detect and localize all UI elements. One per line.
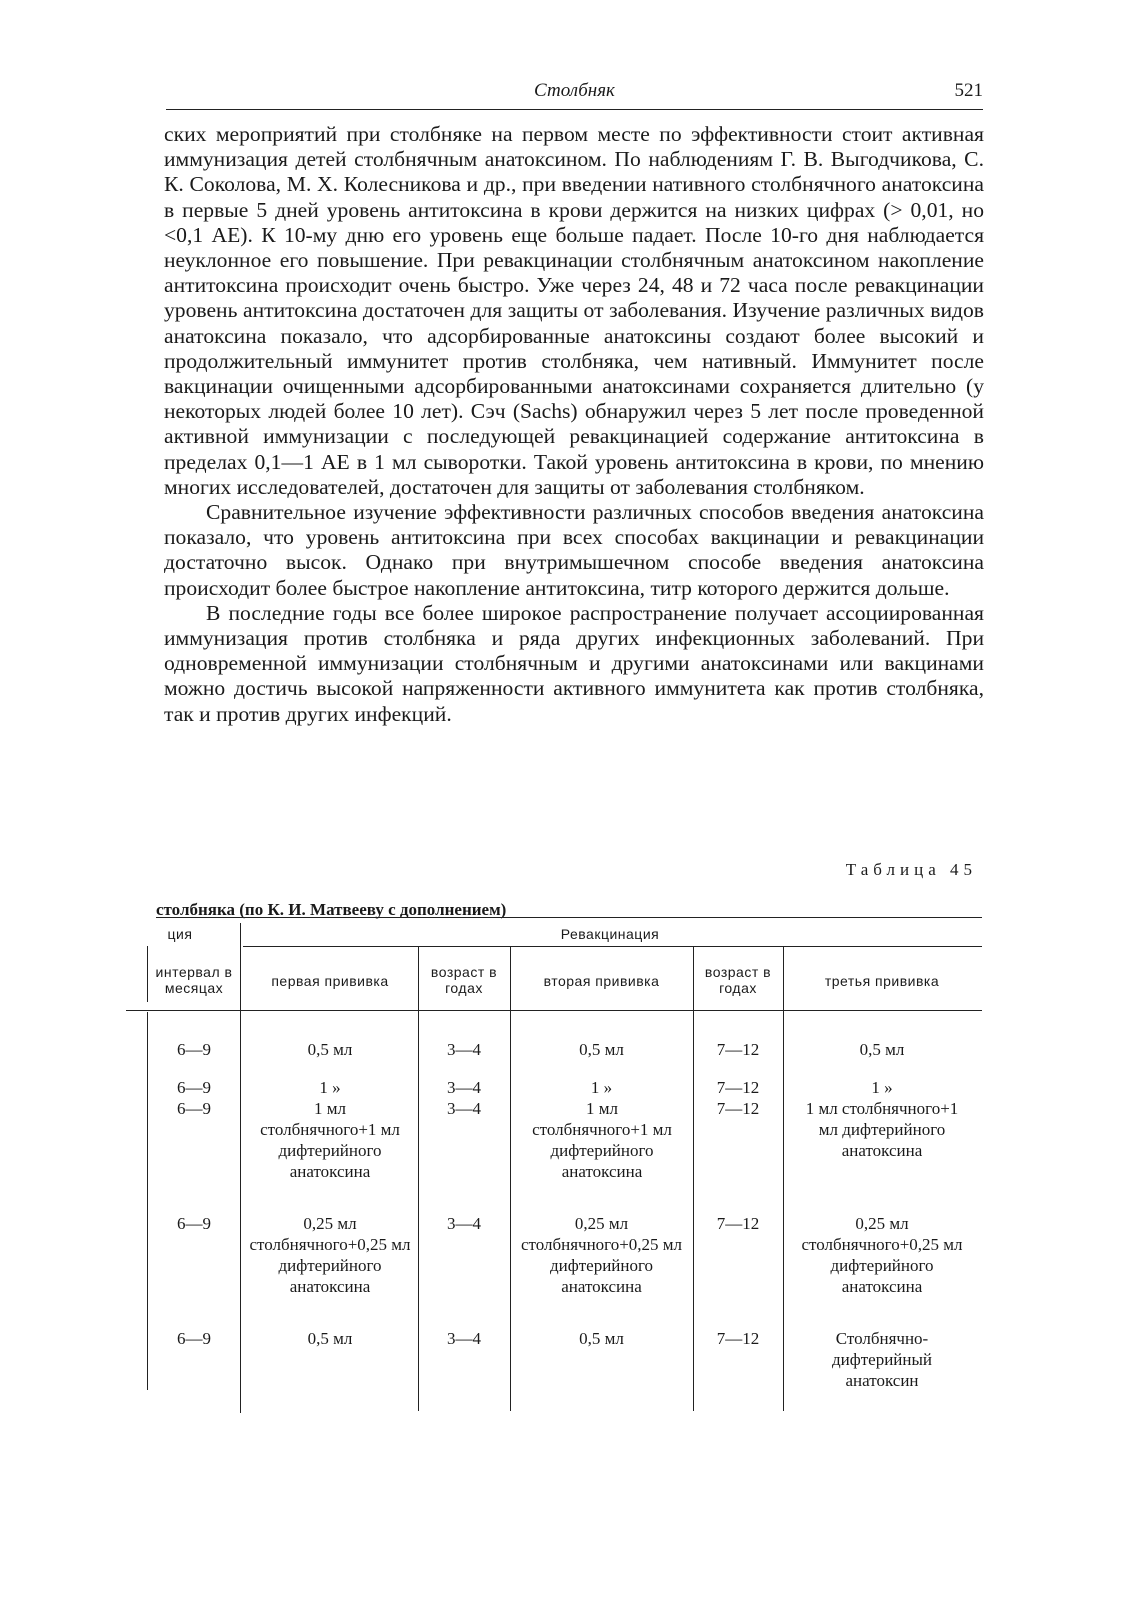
table-cell: 0,5 мл	[307, 1329, 353, 1348]
header-group-revaccination: Ревакцинация	[560, 926, 660, 942]
header-age-2: возраст в годах	[704, 964, 772, 996]
column-rule	[693, 946, 694, 1411]
table-cell: 7—12	[716, 1099, 760, 1118]
page-number: 521	[954, 80, 983, 101]
header-age-1: возраст в годах	[430, 964, 498, 996]
table-cell: 6—9	[177, 1214, 211, 1233]
paragraph: ских мероприятий при столбняке на первом месте по эффективности стоит активная иммунизация детей столбнячным анатоксином. По наблюдениям Г. В. Выгодчикова, С. К. Соколова, М. Х. Колесникова и др., при введении нативного столбнячного анатоксина в первые 5 дней уровень антитоксина в крови держится на низких цифрах (> 0,01, но <0,1 АЕ). К 10-му дню его уровень еще больше падает. После 10-го дня наблюдается неуклонное его повышение. При ревакцинации столбнячным анатоксином накопление антитоксина происходит очень быстро. Уже через 24, 48 и 72 часа после ревакцинации уровень антитоксина достаточен для защиты от заболевания. Изучение различных видов анатоксина показало, что адсорбированные анатоксины создают более высокий и продолжительный иммунитет против столбняка, чем нативный. Иммунитет после вакцинации очищенными адсорбированными анатоксинами сохраняется длительно (у некоторых людей более 10 лет). Сэч (Sachs) обнаружил через 5 лет после проведенной активной иммунизации с последующей ревакцинацией содержание антитоксина в пределах 0,1—1 АЕ в 1 мл сыворотки. Такой уровень антитоксина в крови, по мнению многих исследователей, достаточен для защиты от заболевания столбняком.	[164, 122, 984, 499]
table-cell: 1 мл столбнячного+1 мл дифтерийного анатоксина	[532, 1099, 672, 1181]
body-text	[164, 122, 984, 727]
column-rule	[510, 946, 511, 1411]
table-cell: 0,5 мл	[307, 1040, 353, 1059]
table-cell: 0,5 мл	[579, 1329, 624, 1348]
header-first-shot: первая прививка	[271, 973, 389, 989]
table-cell: 6—9	[177, 1040, 211, 1059]
paragraph: Сравнительное изучение эффективности различных способов введения анатоксина показало, что уровень антитоксина при всех способах вакцинации и ревакцинации достаточно высок. Однако при внутримышечном способе введения анатоксина происходит более быстрое накопление антитоксина, титр которого держится дольше.	[164, 500, 984, 600]
header-group-rule	[243, 946, 982, 947]
table-cell: 1 »	[590, 1078, 613, 1097]
header-third-shot: третья прививка	[824, 973, 940, 989]
header-second-shot: вторая прививка	[543, 973, 660, 989]
table-cell: 6—9	[177, 1078, 211, 1097]
table-cell: 7—12	[716, 1329, 760, 1348]
header-rule	[166, 109, 983, 110]
table-cell: 6—9	[177, 1099, 211, 1118]
table-cell: 1 мл столбнячного+1 мл дифтерийного анатоксина	[260, 1099, 400, 1181]
running-head	[166, 80, 983, 108]
table-cell: 3—4	[447, 1214, 481, 1233]
table-cell: 1 мл столбнячного+1 мл дифтерийного анатоксина	[805, 1099, 959, 1160]
table-cell: 0,5 мл	[859, 1040, 905, 1059]
table-cell: 0,25 мл столбнячного+0,25 мл дифтерийного анатоксина	[520, 1214, 683, 1296]
table-cell: 1 »	[871, 1078, 893, 1097]
table-caption: столбняка (по К. И. Матвееву с дополнением)	[156, 900, 507, 919]
column-rule	[147, 946, 148, 1002]
table-cell: 7—12	[716, 1078, 760, 1097]
table-cell: 6—9	[177, 1329, 211, 1348]
table-cell: 0,25 мл столбнячного+0,25 мл дифтерийного анатоксина	[249, 1214, 411, 1296]
table-cell: 7—12	[716, 1214, 760, 1233]
table-cell: 0,25 мл столбнячного+0,25 мл дифтерийного анатоксина	[801, 1214, 963, 1296]
table-cell: 0,5 мл	[579, 1040, 624, 1059]
column-rule	[240, 923, 241, 1413]
table-cell: Столбнячно-дифтерийный анатоксин	[831, 1329, 933, 1390]
table-label: Таблица 45	[845, 860, 977, 879]
header-bottom-rule	[126, 1010, 982, 1011]
table-cell: 3—4	[447, 1078, 481, 1097]
column-rule	[783, 946, 784, 1411]
table-cell: 3—4	[447, 1040, 481, 1059]
table-cell: 1 »	[319, 1078, 341, 1097]
header-group-left: ция	[167, 926, 193, 942]
paragraph: В последние годы все более широкое распространение получает ассоциированная иммунизация против столбняка и ряда других инфекционных заболеваний. При одновременной иммунизации столбнячным и другими анатоксинами или вакцинами можно достичь высокой напряженности активного иммунитета как против столбняка, так и против других инфекций.	[164, 600, 984, 726]
header-interval: интервал в месяцах	[155, 964, 233, 996]
running-title: Столбняк	[534, 80, 615, 101]
table-cell: 7—12	[716, 1040, 760, 1059]
column-rule	[418, 946, 419, 1411]
column-rule	[147, 1012, 148, 1390]
table-cell: 3—4	[447, 1099, 481, 1118]
table-cell: 3—4	[447, 1329, 481, 1348]
